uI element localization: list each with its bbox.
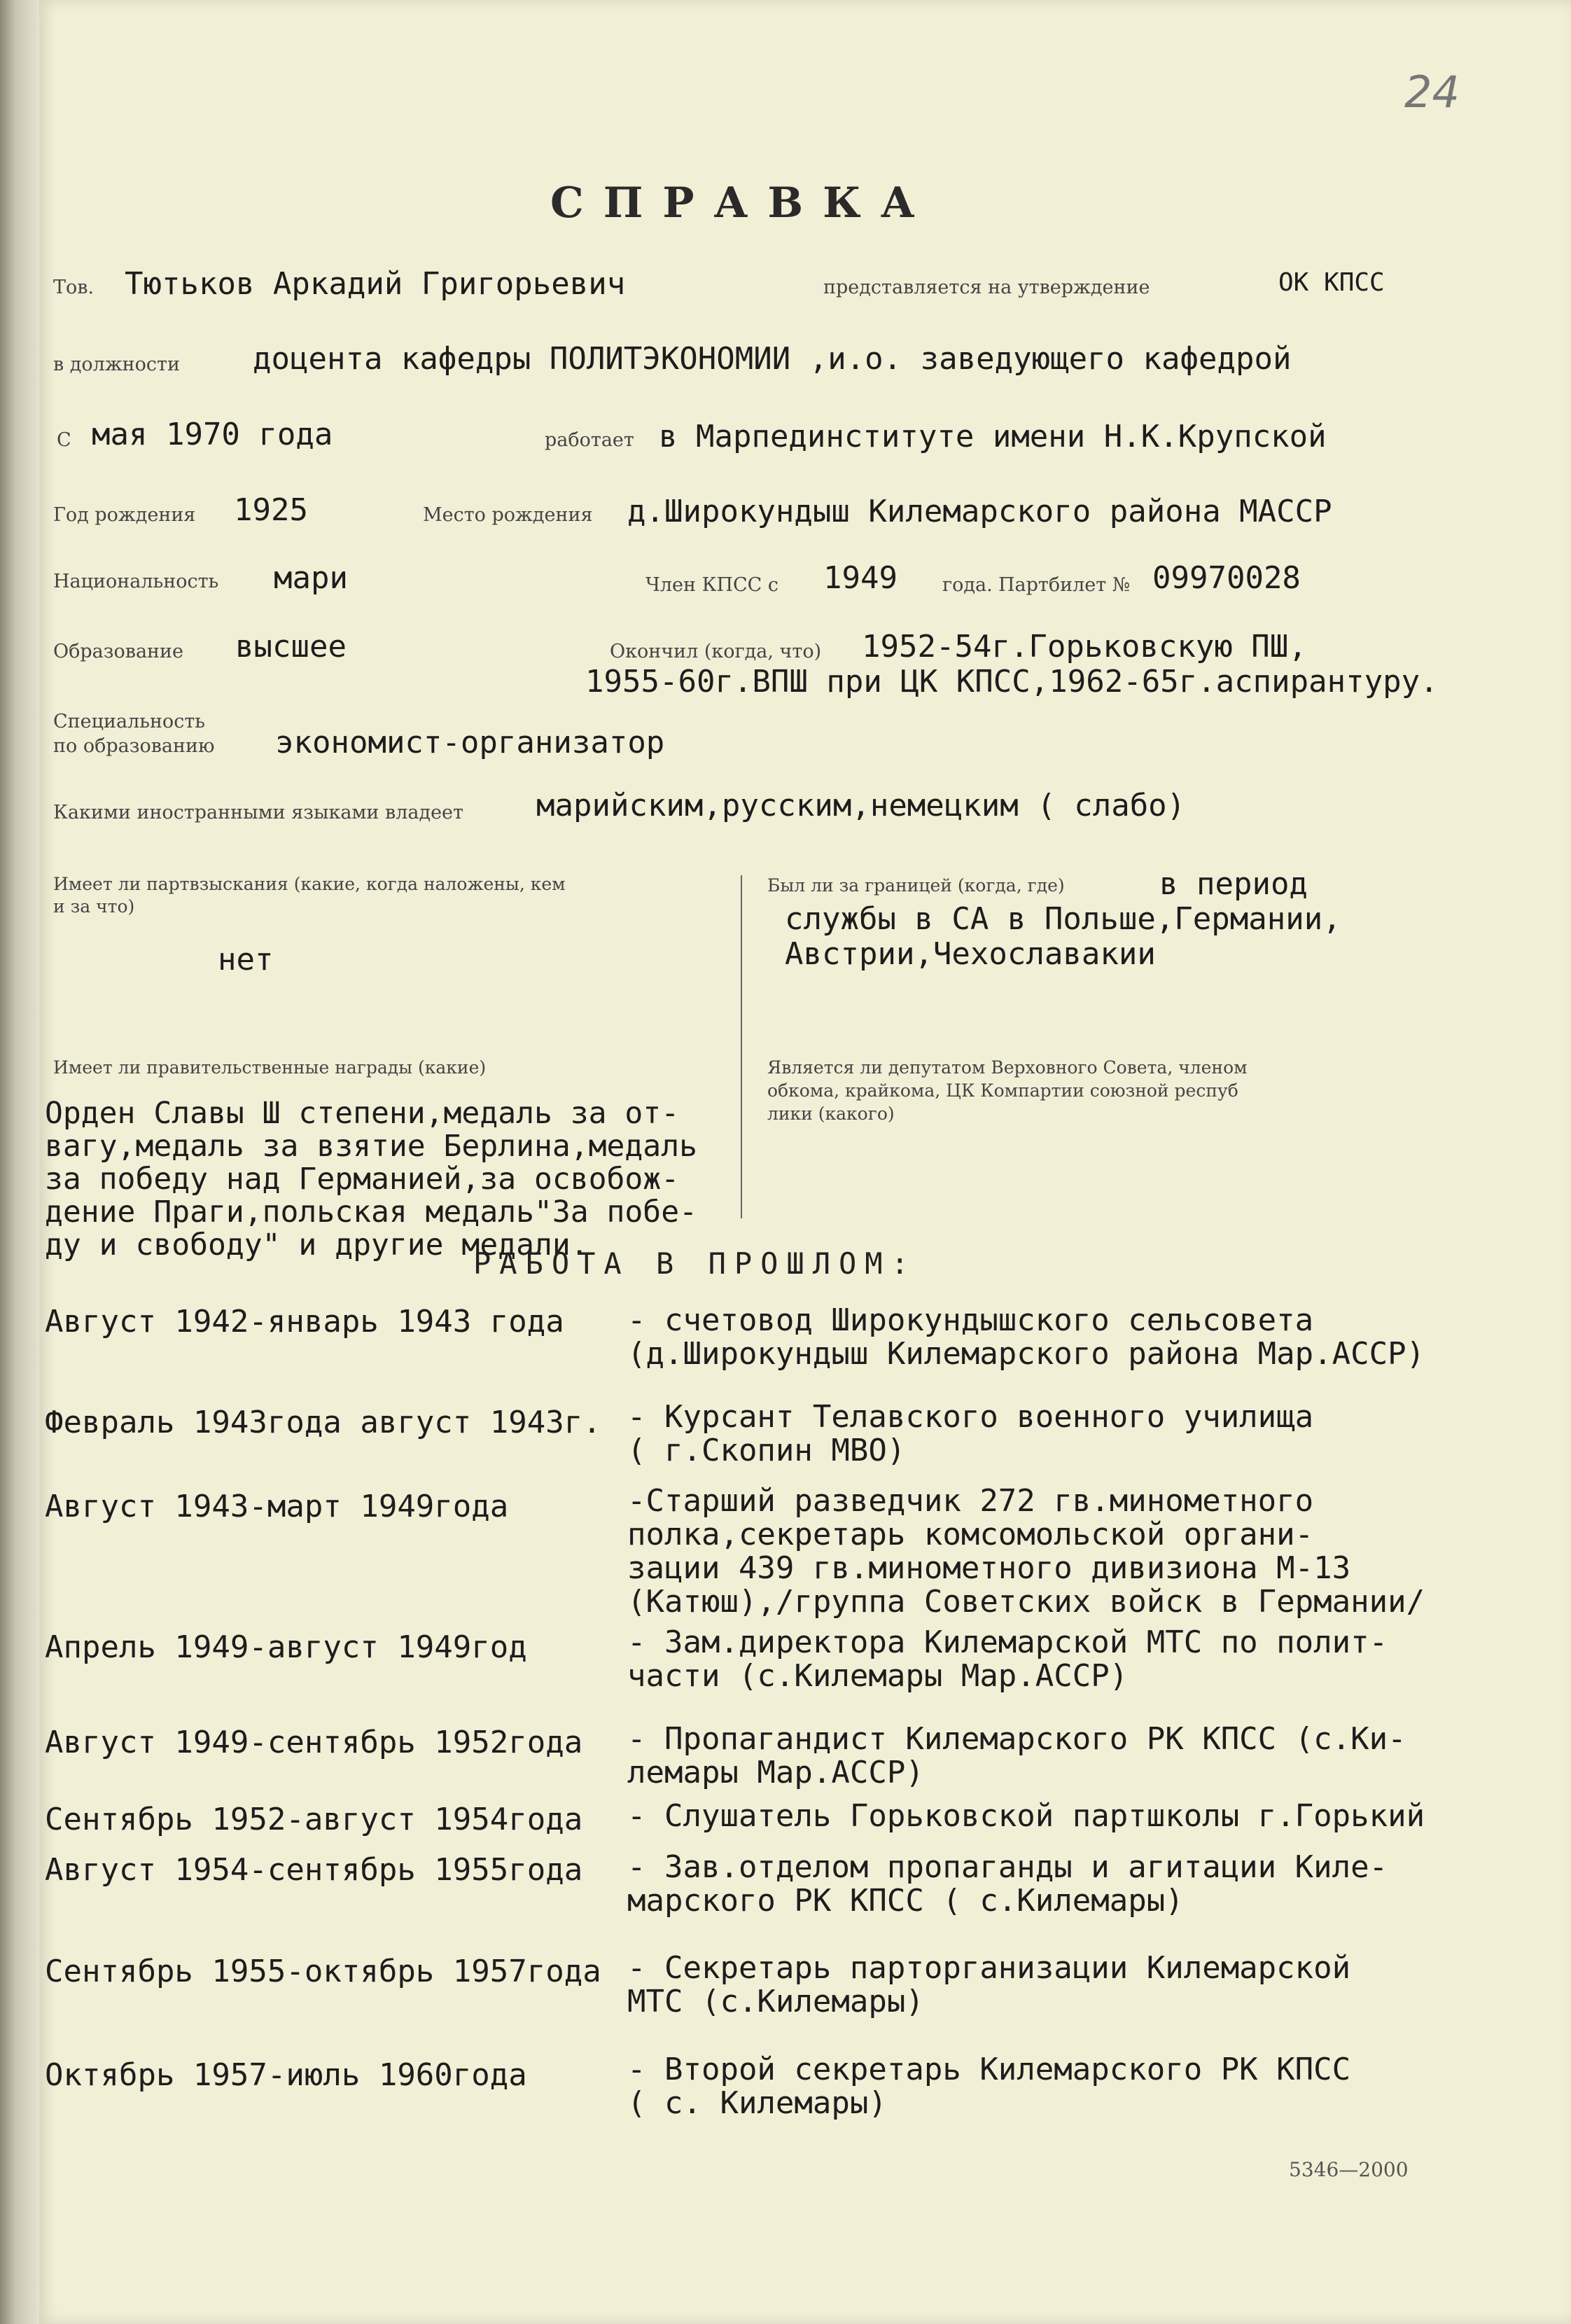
work-period: Сентябрь 1952-август 1954года <box>45 1802 583 1837</box>
awards-line3: за победу над Германией,за освобож- <box>45 1162 680 1197</box>
work-section-title: РАБОТА В ПРОШЛОМ: <box>473 1246 917 1281</box>
languages-value: марийским,русским,немецким ( слабо) <box>536 788 1186 823</box>
label-languages: Какими иностранными языками владеет <box>53 802 463 823</box>
work-period: Август 1954-сентябрь 1955года <box>45 1852 583 1888</box>
work-desc: - Зам.директора Килемарской МТС по полит- части (с.Килемары Мар.АССР) <box>627 1624 1388 1694</box>
label-specialty-1: Специальность <box>53 711 205 732</box>
work-desc: - Курсант Телавского военного училища ( г.Скопин МВО) <box>627 1399 1314 1468</box>
work-period: Август 1943-март 1949года <box>45 1489 509 1524</box>
work-desc: - Пропагандист Килемарского РК КПСС (с.Ки- лемары Мар.АССР) <box>627 1721 1406 1790</box>
work-period: Февраль 1943года август 1943г. <box>45 1405 601 1440</box>
label-year: года. <box>942 574 993 596</box>
awards-line5: ду и свободу" и другие медали. <box>45 1227 589 1262</box>
birth-place-value: д.Широкундыш Килемарского района МАССР <box>627 494 1332 529</box>
label-education: Образование <box>53 641 184 662</box>
work-period: Август 1949-сентябрь 1952года <box>45 1725 583 1760</box>
birth-year-value: 1925 <box>234 492 308 528</box>
label-submitted-for: представляется на утверждение <box>823 277 1150 298</box>
party-since-value: 1949 <box>823 560 898 596</box>
folder-binding <box>0 0 39 2324</box>
label-party-member: Член КПСС с <box>645 574 779 596</box>
work-period: Август 1942-январь 1943 года <box>45 1304 564 1340</box>
work-desc: - Зав.отделом пропаганды и агитации Киле- марского РК КПСС ( с.Килемары) <box>627 1849 1388 1919</box>
work-desc: - счетовод Широкундышского сельсовета (д.Широкундыш Килемарского района Мар.АССР) <box>627 1302 1425 1372</box>
work-period: Сентябрь 1955-октябрь 1957года <box>45 1954 601 1989</box>
label-penalties-1: Имеет ли партвзыскания (какие, когда наложены, кем <box>53 874 566 894</box>
label-deputy-1: Является ли депутатом Верховного Совета, членом <box>767 1057 1248 1078</box>
workplace-value: в Марпединституте имени Н.К.Крупской <box>659 419 1327 454</box>
work-period: Октябрь 1957-июль 1960года <box>45 2057 527 2093</box>
work-desc: - Секретарь парторганизации Килемарской МТС (с.Килемары) <box>627 1950 1351 2019</box>
label-abroad: Был ли за границей (когда, где) <box>767 875 1065 896</box>
label-comrade: Тов. <box>53 277 95 298</box>
graduated-line1: 1952-54г.Горьковскую ПШ, <box>862 629 1307 665</box>
label-nationality: Национальность <box>53 571 219 592</box>
awards-line1: Орден Славы Ш степени,медаль за от- <box>45 1096 680 1131</box>
document-sheet <box>39 0 1571 2324</box>
work-desc: - Второй секретарь Килемарского РК КПСС ( с. Килемары) <box>627 2052 1351 2121</box>
label-deputy-3: лики (какого) <box>767 1104 895 1124</box>
label-graduated: Окончил (когда, что) <box>610 641 822 662</box>
graduated-line2: 1955-60г.ВПШ при ЦК КПСС,1962-65г.аспирантуру. <box>585 664 1439 700</box>
abroad-line1: в период <box>1159 866 1308 902</box>
document-title: СПРАВКА <box>550 179 935 228</box>
nationality-value: мари <box>274 560 348 596</box>
label-deputy-2: обкома, крайкома, ЦК Компартии союзной респуб <box>767 1080 1238 1101</box>
awards-line4: дение Праги,польская медаль"За побе- <box>45 1195 697 1230</box>
label-works: работает <box>545 429 634 451</box>
label-birth-place: Место рождения <box>423 504 593 526</box>
person-name: Тютьков Аркадий Григорьевич <box>125 266 626 302</box>
specialty-value: экономист-организатор <box>275 725 665 760</box>
education-value: высшее <box>235 629 347 665</box>
abroad-line3: Австрии,Чехославакии <box>785 936 1156 972</box>
label-party-card: Партбилет № <box>998 574 1131 596</box>
label-position: в должности <box>53 354 180 375</box>
submitted-to: ОК КПСС <box>1278 268 1385 297</box>
label-specialty-2: по образованию <box>53 735 215 757</box>
label-since: С <box>57 429 71 451</box>
work-period: Апрель 1949-август 1949год <box>45 1629 527 1665</box>
awards-line2: вагу,медаль за взятие Берлина,медаль <box>45 1129 697 1164</box>
position-value: доцента кафедры ПОЛИТЭКОНОМИИ ,и.о. заведующего кафедрой <box>253 341 1292 377</box>
label-birth-year: Год рождения <box>53 504 196 526</box>
column-divider <box>741 875 742 1218</box>
work-desc: -Старший разведчик 272 гв.минометного полка,секретарь комсомольской органи- зации 439 гв.минометного дивизиона М-13 (Катюш),/группа Советских войск в Германии/ <box>627 1483 1425 1620</box>
party-card-value: 09970028 <box>1152 560 1301 596</box>
print-code: 5346—2000 <box>1289 2158 1409 2181</box>
page-number: 24 <box>1404 67 1460 118</box>
penalties-value: нет <box>218 942 274 977</box>
since-value: мая 1970 года <box>92 417 333 452</box>
abroad-line2: службы в СА в Польше,Германии, <box>785 901 1341 937</box>
label-penalties-2: и за что) <box>53 896 135 917</box>
work-desc: - Слушатель Горьковской партшколы г.Горький <box>627 1798 1425 1834</box>
label-awards: Имеет ли правительственные награды (какие) <box>53 1057 487 1078</box>
